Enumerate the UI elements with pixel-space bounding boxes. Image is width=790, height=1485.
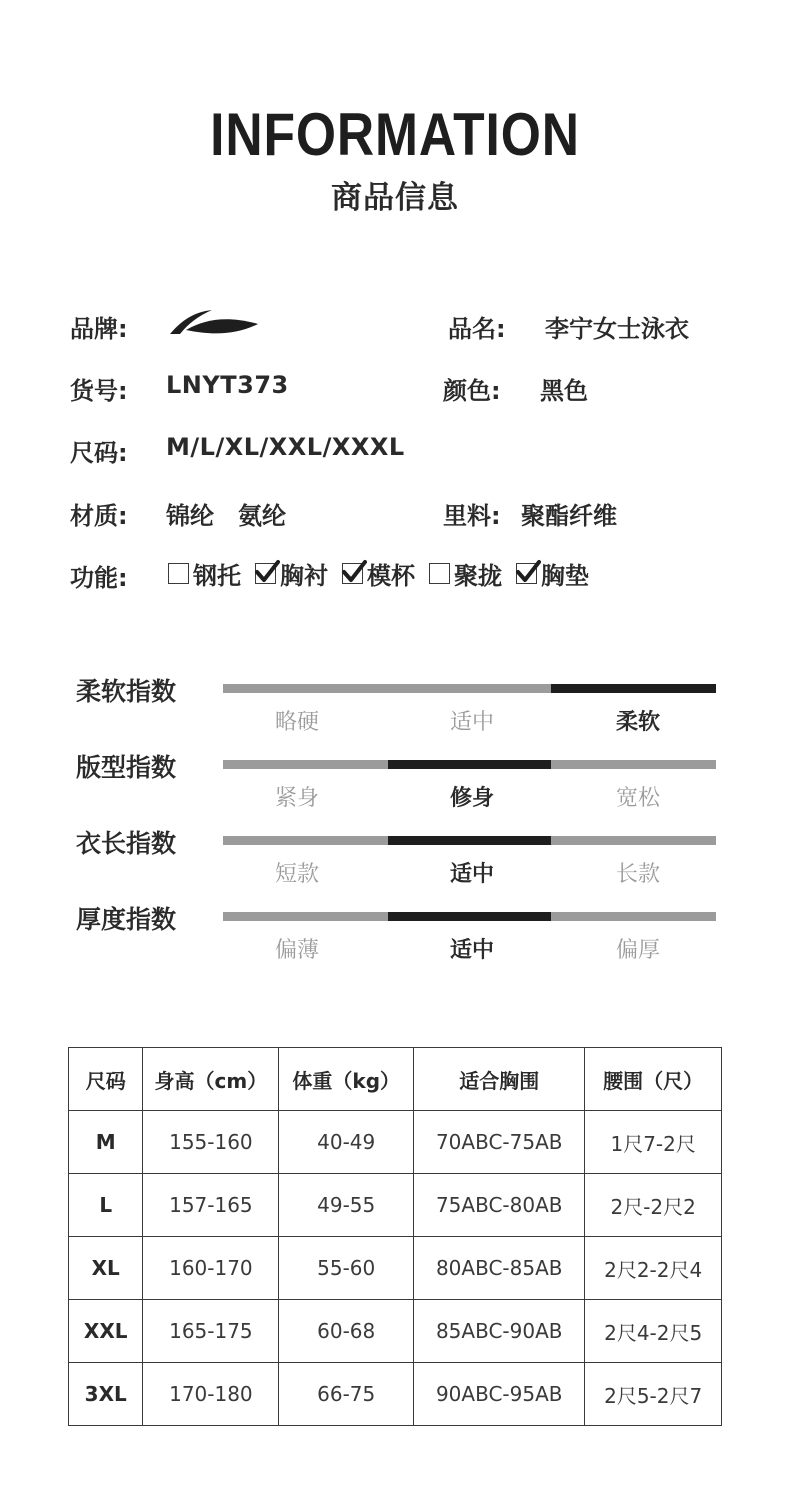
table-cell: 60-68 — [279, 1300, 414, 1363]
column-header: 尺码 — [69, 1048, 143, 1111]
table-cell: 90ABC-95AB — [414, 1363, 585, 1426]
table-cell: 70ABC-75AB — [414, 1111, 585, 1174]
page-title-en: INFORMATION — [210, 101, 580, 168]
table-cell: 2尺-2尺2 — [585, 1174, 722, 1237]
function-item — [516, 556, 589, 591]
lining-label: 里料: — [443, 502, 501, 530]
table-row — [69, 1174, 722, 1237]
table-cell: 2尺2-2尺4 — [585, 1237, 722, 1300]
table-cell: 66-75 — [279, 1363, 414, 1426]
color-label: 颜色: — [443, 377, 501, 405]
sku-label: 货号: — [70, 377, 128, 405]
name-label: 品名: — [448, 315, 506, 343]
table-cell: 1尺7-2尺 — [585, 1111, 722, 1174]
material-label: 材质: — [70, 502, 128, 530]
table-cell: L — [69, 1174, 143, 1237]
index-bar-segment — [551, 912, 716, 921]
table-cell: 2尺4-2尺5 — [585, 1300, 722, 1363]
index-bar-segment-active — [388, 912, 551, 921]
index-bar-segment — [223, 684, 388, 693]
checkmark-icon — [341, 559, 367, 585]
checkbox-checked — [255, 563, 276, 584]
column-header: 适合胸围 — [414, 1048, 585, 1111]
size-value: M/L/XL/XXL/XXXL — [166, 433, 405, 461]
column-header: 体重（kg） — [279, 1048, 414, 1111]
table-cell: XL — [69, 1237, 143, 1300]
index-option-label: 宽松 — [615, 786, 660, 811]
function-item-label: 模杯 — [367, 561, 415, 590]
index-title: 厚度指数 — [76, 905, 177, 934]
table-cell: 155-160 — [143, 1111, 279, 1174]
index-bar-segment — [551, 836, 716, 845]
table-cell: 55-60 — [279, 1237, 414, 1300]
page-title-cn: 商品信息 — [331, 180, 459, 216]
table-cell: 85ABC-90AB — [414, 1300, 585, 1363]
index-option-label: 短款 — [274, 862, 319, 887]
size-table — [68, 1047, 722, 1426]
index-title: 版型指数 — [76, 753, 177, 782]
table-header-row — [69, 1048, 722, 1111]
function-item — [342, 556, 415, 591]
column-header: 身高（cm） — [143, 1048, 279, 1111]
index-bar-segment — [551, 760, 716, 769]
index-title: 柔软指数 — [76, 677, 177, 706]
index-option-label: 紧身 — [274, 786, 319, 811]
index-title: 衣长指数 — [76, 829, 177, 858]
table-row — [69, 1300, 722, 1363]
index-bar-segment — [223, 912, 388, 921]
table-row — [69, 1111, 722, 1174]
index-option-label: 适中 — [449, 938, 494, 963]
table-row — [69, 1237, 722, 1300]
index-bar-segment — [388, 684, 551, 693]
table-cell: 40-49 — [279, 1111, 414, 1174]
index-option-label: 适中 — [449, 862, 494, 887]
checkmark-icon — [254, 559, 280, 585]
sku-value: LNYT373 — [166, 371, 289, 399]
table-cell: 170-180 — [143, 1363, 279, 1426]
function-item-label: 钢托 — [193, 561, 241, 590]
table-cell: 49-55 — [279, 1174, 414, 1237]
index-bar-segment — [223, 836, 388, 845]
index-option-label: 长款 — [615, 862, 660, 887]
column-header: 腰围（尺） — [585, 1048, 722, 1111]
index-option-label: 修身 — [449, 786, 494, 811]
function-item-label: 胸衬 — [280, 561, 328, 590]
index-option-label: 偏厚 — [615, 938, 660, 963]
index-option-label: 略硬 — [274, 710, 319, 735]
material-value: 锦纶 氨纶 — [166, 502, 286, 530]
checkbox-unchecked — [168, 563, 189, 584]
checkbox-checked — [516, 563, 537, 584]
index-bar-segment-active — [388, 760, 551, 769]
function-item — [168, 556, 241, 591]
index-option-label: 偏薄 — [274, 938, 319, 963]
function-item — [255, 556, 328, 591]
checkbox-checked — [342, 563, 363, 584]
checkbox-unchecked — [429, 563, 450, 584]
table-cell: 157-165 — [143, 1174, 279, 1237]
table-cell: 160-170 — [143, 1237, 279, 1300]
table-cell: XXL — [69, 1300, 143, 1363]
size-label: 尺码: — [70, 439, 128, 467]
table-cell: 75ABC-80AB — [414, 1174, 585, 1237]
brand-label: 品牌: — [70, 315, 128, 343]
function-item — [429, 556, 502, 591]
function-label: 功能: — [70, 564, 128, 592]
name-value: 李宁女士泳衣 — [545, 315, 689, 343]
index-bar-segment-active — [388, 836, 551, 845]
color-value: 黑色 — [540, 377, 588, 405]
function-checklist — [168, 556, 603, 590]
li-ning-logo-icon — [168, 308, 260, 338]
checkmark-icon — [515, 559, 541, 585]
table-cell: 2尺5-2尺7 — [585, 1363, 722, 1426]
table-cell: 3XL — [69, 1363, 143, 1426]
table-cell: 165-175 — [143, 1300, 279, 1363]
index-bar-segment-active — [551, 684, 716, 693]
table-cell: M — [69, 1111, 143, 1174]
table-row — [69, 1363, 722, 1426]
function-item-label: 聚拢 — [454, 561, 502, 590]
function-item-label: 胸垫 — [541, 561, 589, 590]
index-bar-segment — [223, 760, 388, 769]
table-cell: 80ABC-85AB — [414, 1237, 585, 1300]
index-option-label: 适中 — [449, 710, 494, 735]
lining-value: 聚酯纤维 — [521, 502, 617, 530]
index-option-label: 柔软 — [615, 710, 660, 735]
